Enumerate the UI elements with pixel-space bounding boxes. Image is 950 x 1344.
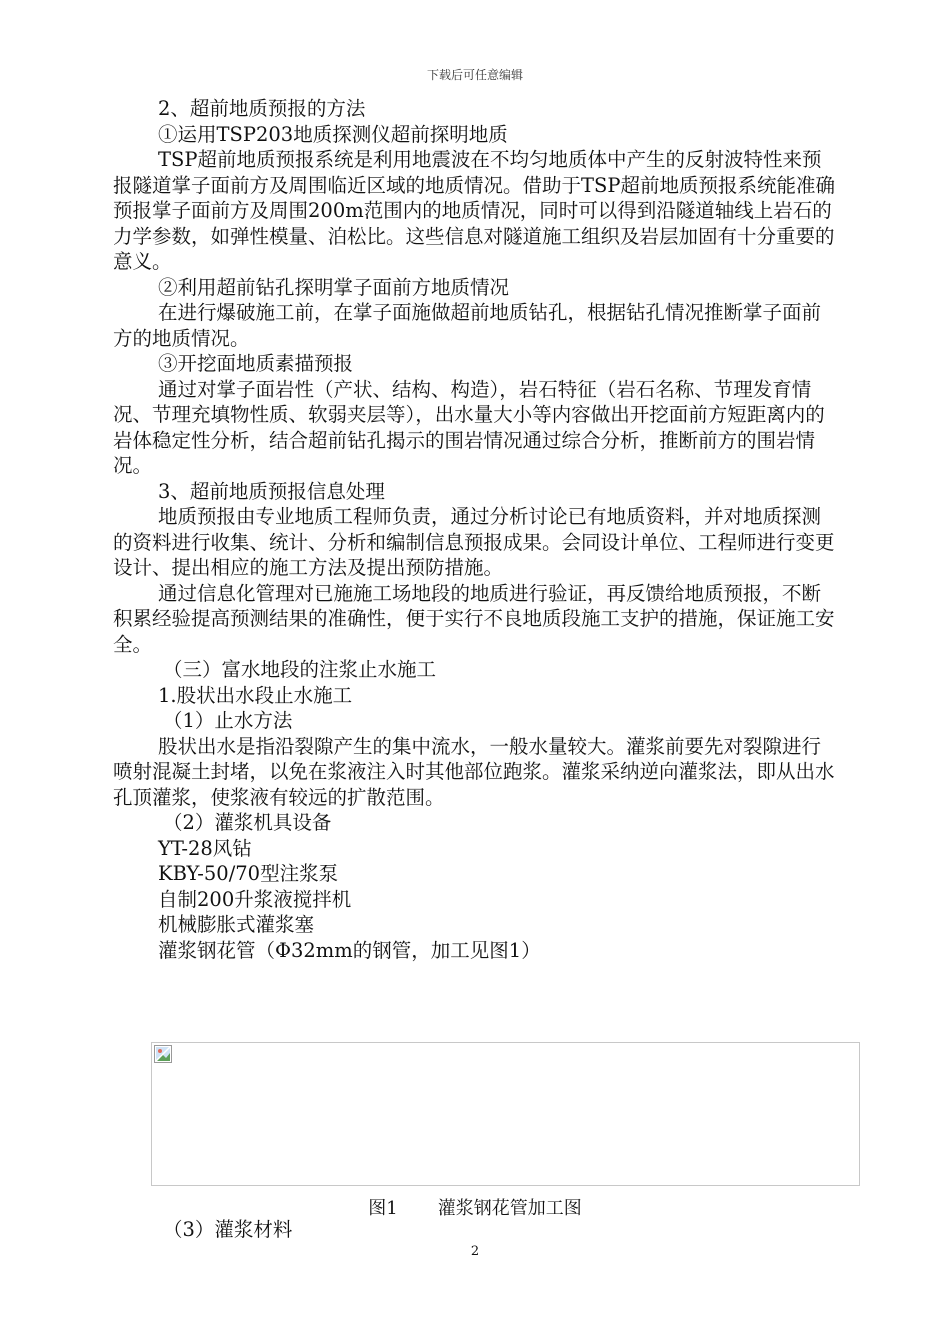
paragraph-info-1: 地质预报由专业地质工程师负责，通过分析讨论已有地质资料，并对地质探测的资料进行收集、统计、分析和编制信息预报成果。会同设计单位、工程师进行变更设计、提出相应的施工方法及提出预防措施。 (113, 505, 835, 579)
broken-image-icon (154, 1045, 172, 1063)
equipment-item: 灌浆钢花管（Φ32mm的钢管，加工见图1） (158, 938, 541, 962)
subheading-sketch: ③开挖面地质素描预报 (158, 352, 354, 375)
section-heading-methods: 2、超前地质预报的方法 (158, 97, 366, 120)
figure-caption (0, 1194, 950, 1220)
figure-title: 灌浆钢花管加工图 (437, 1198, 582, 1219)
subheading-method: （1）止水方法 (163, 709, 293, 732)
equipment-item: 自制200升浆液搅拌机 (158, 887, 352, 911)
equipment-item: 机械膨胀式灌浆塞 (158, 913, 315, 936)
subheading-materials: （3）灌浆材料 (163, 1218, 293, 1241)
subheading-drilling: ②利用超前钻孔探明掌子面前方地质情况 (158, 275, 510, 299)
section-heading-info: 3、超前地质预报信息处理 (158, 479, 385, 503)
equipment-item: KBY-50/70型注浆泵 (158, 862, 339, 885)
subheading-equipment: （2）灌浆机具设备 (163, 811, 332, 834)
paragraph-method: 股状出水是指沿裂隙产生的集中流水，一般水量较大。灌浆前要先对裂隙进行喷射混凝土封堵，以免在浆液注入时其他部位跑浆。灌浆采纳逆向灌浆法，即从出水孔顶灌浆，使浆液有较远的扩散范围。 (113, 734, 835, 809)
page-number: 2 (470, 1244, 480, 1259)
equipment-item: YT-28风钻 (158, 836, 252, 860)
subheading-tsp: ①运用TSP203地质探测仪超前探明地质 (158, 122, 508, 146)
paragraph-drilling: 在进行爆破施工前，在掌子面施做超前地质钻孔，根据钻孔情况推断掌子面前方的地质情况。 (113, 301, 822, 350)
paragraph-info-2: 通过信息化管理对已施施工场地段的地质进行验证，再反馈给地质预报，不断积累经验提高预测结果的准确性，便于实行不良地质段施工支护的措施，保证施工安全。 (113, 581, 835, 656)
paragraph-sketch: 通过对掌子面岩性（产状、结构、构造），岩石特征（岩石名称、节理发育情况、节理充填物性质、软弱夹层等），出水量大小等内容做出开挖面前方短距离内的岩体稳定性分析，结合超前钻孔揭示的围岩情况通过综合分析，推断前方的围岩情况。 (113, 377, 825, 477)
figure-label: 图1 (368, 1198, 398, 1219)
section-heading-grouting: （三）富水地段的注浆止水施工 (163, 658, 437, 681)
subheading-stream: 1.股状出水段止水施工 (158, 683, 353, 707)
document-body (113, 96, 837, 963)
page-header-note: 下载后可任意编辑 (426, 68, 523, 82)
paragraph-tsp: TSP超前地质预报系统是利用地震波在不均匀地质体中产生的反射波特性来预报隧道掌子面前方及周围临近区域的地质情况。借助于TSP超前地质预报系统能准确预报掌子面前方及周围200m范围内的地质情况，同时可以得到沿隧道轴线上岩石的力学参数，如弹性模量、泊松比。这些信息对隧道施工组织及岩层加固有十分重要的意义。 (113, 148, 835, 273)
figure-image-placeholder (151, 1042, 860, 1186)
